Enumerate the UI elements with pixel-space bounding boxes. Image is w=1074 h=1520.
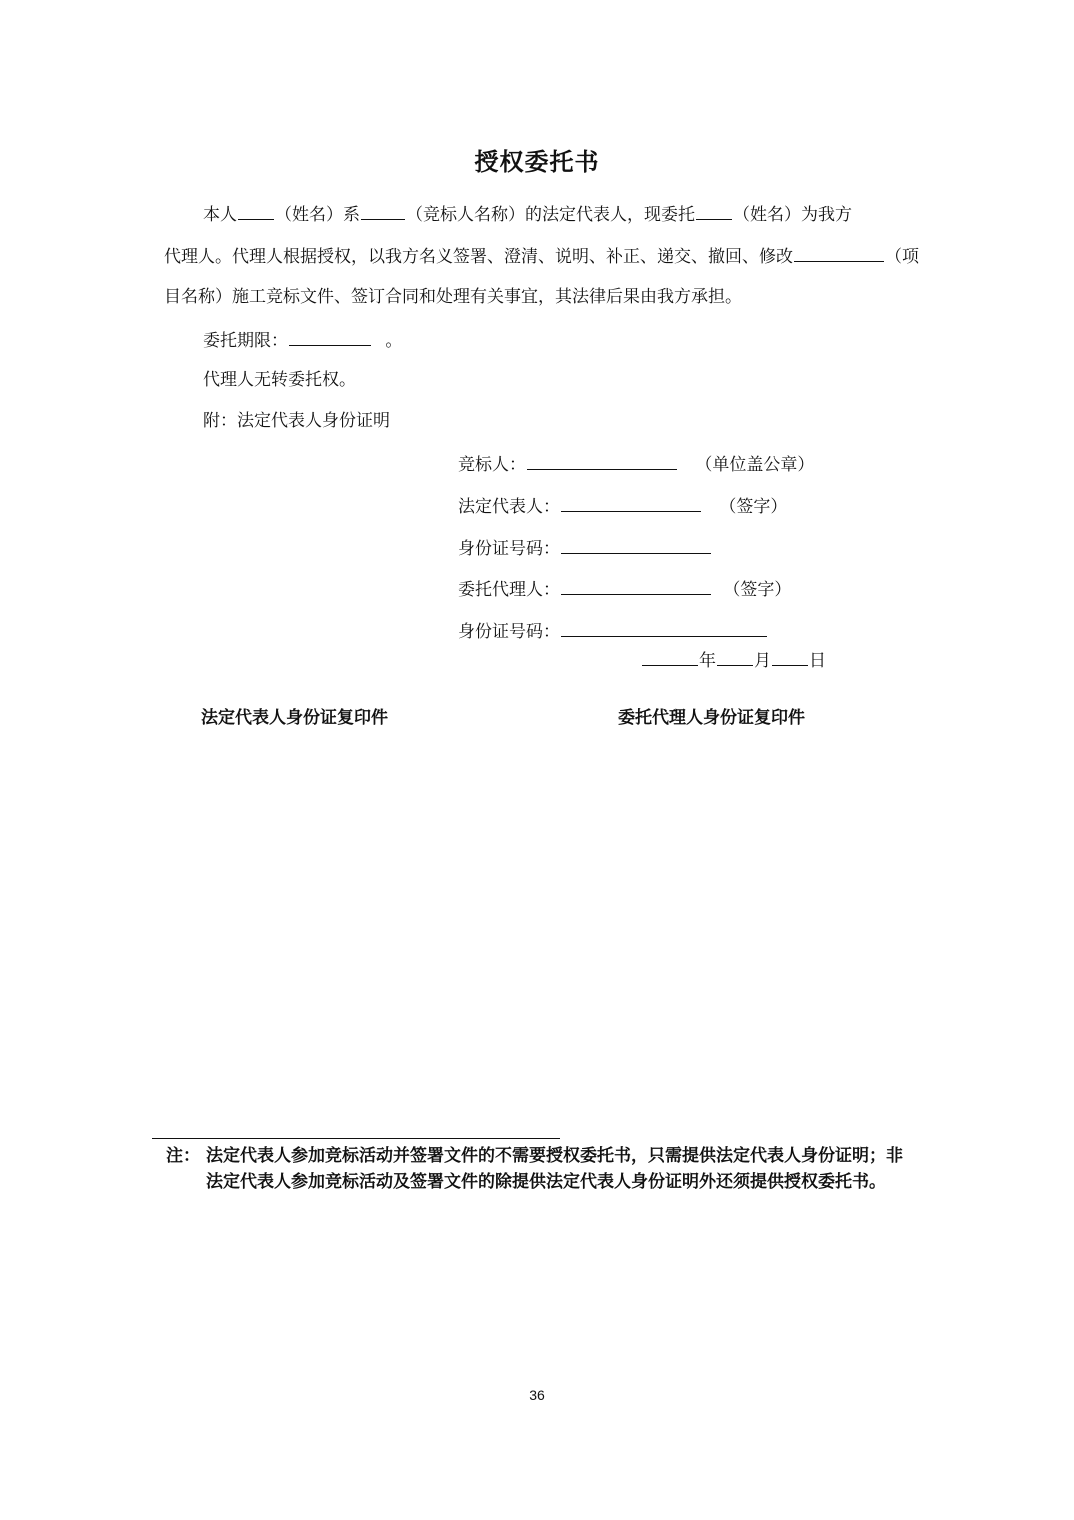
agent-signature-row xyxy=(458,576,791,602)
legal-rep-signature-row xyxy=(458,493,787,519)
text-segment: 代理人。代理人根据授权，以我方名义签署、澄清、说明、补正、递交、撤回、修改 xyxy=(164,247,793,267)
no-subdelegation-line: 代理人无转委托权。 xyxy=(203,370,356,390)
document-title: 授权委托书 xyxy=(474,147,600,176)
text-segment: （竞标人名称）的法定代表人，现委托 xyxy=(406,205,695,225)
text-segment: （姓名）为我方 xyxy=(733,205,852,225)
agent-label: 委托代理人： xyxy=(458,580,560,600)
footnote-divider xyxy=(152,1138,560,1139)
id-blank xyxy=(561,618,767,637)
text-segment: （项 xyxy=(885,247,919,267)
agent-name-blank xyxy=(696,201,732,220)
legal-rep-label: 法定代表人： xyxy=(458,497,560,517)
month-blank xyxy=(717,647,753,666)
id-number-row-1 xyxy=(458,535,712,561)
bidder-name-blank xyxy=(361,201,405,220)
text-segment: （姓名）系 xyxy=(275,205,360,225)
footnote-text: 法定代表人参加竞标活动并签署文件的不需要授权委托书，只需提供法定代表人身份证明；非法定代表人参加竞标活动及签署文件的除提供法定代表人身份证明外还须提供授权委托书。 xyxy=(206,1146,903,1192)
term-blank xyxy=(289,327,371,346)
paragraph-line-2 xyxy=(164,243,919,269)
name-blank xyxy=(238,201,274,220)
day-label: 日 xyxy=(809,651,826,671)
project-name-blank xyxy=(794,243,884,262)
paragraph-line-1 xyxy=(203,201,852,227)
agent-blank xyxy=(561,576,711,595)
bidder-note: （单位盖公章） xyxy=(695,455,815,475)
bidder-signature-row xyxy=(458,451,814,477)
date-row xyxy=(641,647,826,673)
bidder-label: 竞标人： xyxy=(458,455,526,475)
paragraph-line-3: 目名称）施工竞标文件、签订合同和处理有关事宜，其法律后果由我方承担。 xyxy=(164,287,742,307)
legal-rep-blank xyxy=(561,493,701,512)
id-number-row-2 xyxy=(458,618,768,644)
bidder-blank xyxy=(527,451,677,470)
day-blank xyxy=(772,647,808,666)
text-segment: 本人 xyxy=(203,205,237,225)
legal-rep-note: （签字） xyxy=(719,497,788,517)
year-label: 年 xyxy=(699,651,716,671)
id-label: 身份证号码： xyxy=(458,622,560,642)
id-label: 身份证号码： xyxy=(458,539,560,559)
id-blank xyxy=(561,535,711,554)
legal-rep-id-copy-caption: 法定代表人身份证复印件 xyxy=(201,708,388,728)
term-end: 。 xyxy=(385,331,403,351)
attachment-line: 附：法定代表人身份证明 xyxy=(203,411,390,431)
month-label: 月 xyxy=(754,651,771,671)
agent-id-copy-caption: 委托代理人身份证复印件 xyxy=(618,708,805,728)
year-blank xyxy=(642,647,698,666)
footnote-label: 注： xyxy=(166,1146,200,1166)
term-line xyxy=(203,327,402,353)
term-label: 委托期限： xyxy=(203,331,288,351)
page-number: 36 xyxy=(529,1387,545,1403)
agent-note: （签字） xyxy=(723,580,792,600)
